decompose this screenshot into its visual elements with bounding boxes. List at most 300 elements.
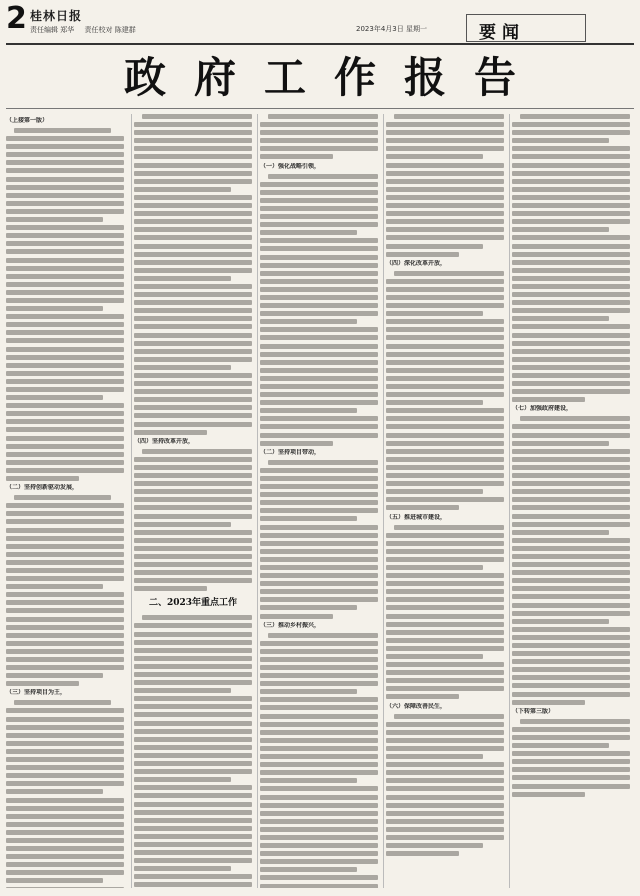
body-text-line (6, 576, 124, 581)
body-text-line (6, 649, 124, 654)
body-text-line (6, 773, 124, 778)
body-text-line (6, 225, 124, 230)
body-text-line (6, 887, 124, 888)
body-text-line (260, 557, 378, 562)
body-text-line (512, 562, 630, 567)
body-text-line (142, 615, 252, 620)
body-text-line (386, 686, 504, 691)
body-text-line (134, 465, 252, 470)
body-text-line (134, 481, 252, 486)
body-text-line (386, 605, 504, 610)
body-text-line (6, 617, 124, 622)
body-text-line (134, 405, 252, 410)
body-text-line (512, 292, 630, 297)
article-column-4 (386, 114, 504, 888)
body-text-line (512, 530, 609, 535)
body-text-line (386, 565, 483, 570)
body-text-line (512, 522, 630, 527)
body-text-line (134, 570, 252, 575)
body-text-line (512, 424, 630, 429)
body-text-line (512, 154, 630, 159)
body-text-line (512, 284, 630, 289)
body-text-line (386, 654, 483, 659)
body-text-line (6, 725, 124, 730)
body-text-line (512, 187, 630, 192)
body-text-line (386, 835, 504, 840)
body-text-line (134, 866, 231, 871)
body-text-line (512, 586, 630, 591)
section-name: 要闻 (479, 23, 525, 43)
body-text-line (134, 554, 252, 559)
body-text-line (386, 376, 504, 381)
body-text-line (386, 252, 459, 257)
body-text-line (260, 271, 378, 276)
body-text-line (512, 692, 630, 697)
body-text-line (512, 276, 630, 281)
page-number: 2 (6, 1, 27, 36)
body-text-line (512, 619, 609, 624)
body-text-line (386, 163, 504, 168)
body-text-line (6, 757, 124, 762)
body-text-line (6, 363, 124, 368)
body-text-line (512, 316, 609, 321)
body-text-line (134, 514, 252, 519)
body-text-line (260, 778, 357, 783)
body-text-line (134, 268, 252, 273)
body-text-line (134, 664, 252, 669)
body-text-line (134, 538, 252, 543)
body-text-line (386, 541, 504, 546)
column-divider (509, 114, 510, 888)
body-text-line (14, 700, 111, 705)
body-text-line (512, 349, 630, 354)
body-text-line (512, 700, 585, 705)
body-text-line (260, 476, 378, 481)
body-text-line (394, 714, 504, 719)
body-text-line (260, 589, 378, 594)
body-text-line (134, 850, 252, 855)
article-subhead: （二）坚持项目带动， (260, 448, 321, 456)
body-text-line (260, 827, 378, 832)
body-text-line (6, 387, 124, 392)
body-text-line (134, 292, 252, 297)
body-text-line (134, 308, 252, 313)
body-text-line (6, 217, 103, 222)
body-text-line (134, 187, 231, 192)
body-text-line (134, 793, 252, 798)
body-text-line (386, 400, 483, 405)
body-text-line (386, 646, 504, 651)
body-text-line (386, 722, 504, 727)
body-text-line (268, 633, 378, 638)
body-text-line (512, 659, 630, 664)
body-text-line (134, 505, 252, 510)
body-text-line (512, 381, 630, 386)
body-text-line (386, 678, 504, 683)
body-text-line (268, 114, 378, 119)
body-text-line (6, 862, 124, 867)
body-text-line (260, 705, 378, 710)
body-text-line (6, 673, 103, 678)
body-text-line (386, 786, 504, 791)
body-text-line (134, 712, 252, 717)
body-text-line (6, 306, 103, 311)
body-text-line (134, 333, 252, 338)
body-text-line (260, 400, 378, 405)
body-text-line (134, 769, 252, 774)
body-text-line (512, 465, 630, 470)
body-text-line (512, 227, 609, 232)
body-text-line (134, 389, 252, 394)
body-text-line (386, 473, 504, 478)
body-text-line (134, 745, 252, 750)
body-text-line (386, 597, 504, 602)
body-text-line (386, 754, 483, 759)
body-text-line (6, 444, 124, 449)
body-text-line (386, 344, 504, 349)
body-text-line (260, 376, 378, 381)
body-text-line (512, 252, 630, 257)
body-text-line (512, 627, 630, 632)
body-text-line (260, 122, 378, 127)
body-text-line (134, 834, 252, 839)
body-text-line (6, 560, 124, 565)
body-text-line (260, 754, 378, 759)
body-text-line (512, 643, 630, 648)
body-text-line (6, 136, 124, 141)
body-text-line (512, 603, 630, 608)
body-text-line (134, 842, 252, 847)
body-text-line (386, 497, 504, 502)
body-text-line (260, 246, 378, 251)
body-text-line (512, 203, 630, 208)
body-text-line (512, 473, 630, 478)
body-text-line (512, 171, 630, 176)
body-text-line (134, 586, 207, 591)
body-text-line (134, 826, 252, 831)
body-text-line (512, 122, 630, 127)
body-text-line (142, 114, 252, 119)
body-text-line (260, 884, 378, 888)
body-text-line (6, 822, 124, 827)
body-text-line (386, 195, 504, 200)
body-text-line (134, 721, 252, 726)
body-text-line (260, 525, 378, 530)
body-text-line (512, 578, 630, 583)
body-text-line (134, 324, 252, 329)
column-divider (257, 114, 258, 888)
article-column-1 (6, 114, 124, 888)
body-text-line (6, 592, 124, 597)
body-text-line (386, 327, 504, 332)
body-text-line (6, 347, 124, 352)
body-text-line (6, 608, 124, 613)
body-text-line (260, 819, 378, 824)
body-text-line (512, 441, 609, 446)
body-text-line (260, 516, 357, 521)
body-text-line (512, 784, 630, 789)
body-text-line (260, 352, 378, 357)
body-text-line (386, 303, 504, 308)
body-text-line (386, 360, 504, 365)
body-text-line (134, 530, 252, 535)
body-text-line (134, 546, 252, 551)
body-text-line (260, 424, 378, 429)
body-text-line (512, 489, 630, 494)
body-text-line (6, 625, 124, 630)
body-text-line (6, 600, 124, 605)
body-text-line (260, 730, 378, 735)
body-text-line (386, 392, 504, 397)
body-text-line (512, 538, 630, 543)
body-text-line (386, 630, 504, 635)
body-text-line (260, 295, 378, 300)
body-text-line (386, 416, 504, 421)
body-text-line (260, 665, 378, 670)
body-text-line (260, 714, 378, 719)
body-text-line (260, 130, 378, 135)
article-subhead: （六）保障改善民生， (386, 702, 447, 710)
body-text-line (512, 235, 630, 240)
body-text-line (386, 694, 459, 699)
article-column-5 (512, 114, 630, 888)
body-text-line (134, 365, 231, 370)
body-text-line (260, 263, 378, 268)
body-text-line (134, 341, 252, 346)
body-text-line (386, 211, 504, 216)
body-text-line (6, 681, 79, 686)
body-text-line (260, 198, 378, 203)
body-text-line (134, 623, 252, 628)
paper-name: 桂林日报 (30, 9, 83, 23)
article-subhead: （七）加强政府建设， (512, 405, 573, 413)
body-text-line (260, 368, 378, 373)
body-text-line (512, 481, 630, 486)
body-text-line (386, 803, 504, 808)
body-text-line (6, 806, 124, 811)
body-text-line (6, 854, 124, 859)
body-text-line (386, 368, 504, 373)
body-text-line (512, 268, 630, 273)
body-text-line (260, 468, 378, 473)
body-text-line (260, 287, 378, 292)
body-text-line (6, 657, 124, 662)
body-text-line (512, 735, 630, 740)
body-text-line (260, 746, 378, 751)
body-text-line (386, 424, 504, 429)
body-text-line (512, 389, 630, 394)
body-text-line (520, 719, 630, 724)
body-text-line (386, 146, 504, 151)
masthead (0, 0, 640, 44)
body-text-line (134, 227, 252, 232)
body-text-line (512, 635, 630, 640)
section-label-box (466, 14, 586, 42)
body-text-line (260, 360, 378, 365)
body-text-line (386, 614, 504, 619)
body-text-line (260, 433, 378, 438)
body-text-line (260, 641, 378, 646)
body-text-line (6, 519, 124, 524)
body-text-line (6, 749, 124, 754)
body-text-line (260, 441, 333, 446)
body-text-line (134, 874, 252, 879)
body-text-line (260, 500, 378, 505)
body-text-line (386, 179, 504, 184)
body-text-line (6, 641, 124, 646)
body-text-line (394, 271, 504, 276)
body-text-line (134, 648, 252, 653)
body-text-line (134, 802, 252, 807)
article-subhead: （下转第三版） (512, 707, 555, 715)
body-text-line (386, 811, 504, 816)
body-text-line (260, 867, 357, 872)
article-subhead: （三）推动乡村振兴， (260, 621, 321, 629)
editor-credits (30, 25, 144, 35)
body-text-line (134, 696, 252, 701)
body-text-line (260, 875, 378, 880)
body-text-line (6, 193, 124, 198)
body-text-line (386, 622, 504, 627)
article-subhead: （四）坚持改革开放， (134, 437, 195, 445)
body-text-line (6, 152, 124, 157)
body-text-line (6, 338, 124, 343)
body-text-line (512, 163, 630, 168)
body-text-line (386, 819, 504, 824)
body-text-line (512, 554, 630, 559)
body-text-line (386, 441, 504, 446)
body-text-line (386, 279, 504, 284)
body-text-line (6, 177, 124, 182)
body-text-line (134, 680, 252, 685)
body-text-line (6, 266, 124, 271)
column-divider (383, 114, 384, 888)
body-text-line (134, 413, 252, 418)
body-text-line (512, 333, 630, 338)
body-text-line (386, 130, 504, 135)
issue-date: 2023年4月3日 星期一 (356, 25, 427, 33)
body-text-line (386, 795, 504, 800)
body-text-line (6, 552, 124, 557)
body-text-line (260, 549, 378, 554)
body-text-line (6, 249, 124, 254)
body-text-line (386, 746, 504, 751)
body-text-line (134, 497, 252, 502)
body-text-line (134, 777, 231, 782)
body-text-line (260, 581, 378, 586)
body-text-line (512, 130, 630, 135)
body-text-line (512, 743, 609, 748)
body-text-line (386, 549, 504, 554)
body-text-line (260, 384, 378, 389)
body-text-line (134, 656, 252, 661)
body-text-line (134, 211, 252, 216)
body-text-line (260, 182, 378, 187)
body-text-line (134, 260, 252, 265)
body-text-line (134, 785, 252, 790)
body-text-line (386, 581, 504, 586)
body-text-line (6, 665, 124, 670)
body-text-line (512, 767, 630, 772)
body-text-line (134, 704, 252, 709)
body-text-line (394, 114, 504, 119)
body-text-line (386, 287, 504, 292)
body-text-line (260, 843, 378, 848)
body-text-line (386, 481, 504, 486)
editor-credit: 责任编辑 郑华 (30, 26, 75, 34)
body-text-line (386, 311, 483, 316)
body-text-line (520, 416, 630, 421)
body-text-line (260, 565, 378, 570)
body-text-line (260, 311, 378, 316)
body-text-line (134, 381, 252, 386)
body-text-line (134, 422, 252, 427)
body-text-line (6, 544, 124, 549)
body-text-line (386, 384, 504, 389)
body-text-line (512, 667, 630, 672)
body-text-line (386, 738, 504, 743)
body-text-line (134, 171, 252, 176)
body-text-line (260, 597, 378, 602)
body-text-line (6, 878, 103, 883)
body-text-line (512, 611, 630, 616)
body-text-line (260, 138, 378, 143)
body-text-line (134, 578, 252, 583)
body-text-line (386, 171, 504, 176)
headline-rule (6, 108, 634, 109)
body-text-line (6, 584, 103, 589)
body-text-line (512, 433, 630, 438)
body-text-line (260, 681, 378, 686)
body-text-line (134, 522, 231, 527)
body-text-line (6, 160, 124, 165)
body-text-line (6, 258, 124, 263)
body-text-line (134, 397, 252, 402)
body-text-line (134, 640, 252, 645)
body-text-line (386, 662, 504, 667)
body-text-line (6, 201, 124, 206)
body-text-line (6, 233, 124, 238)
body-text-line (512, 594, 630, 599)
body-text-line (386, 557, 504, 562)
body-text-line (134, 235, 252, 240)
body-text-line (6, 436, 124, 441)
body-text-line (260, 154, 333, 159)
body-text-line (260, 689, 357, 694)
body-text-line (260, 722, 378, 727)
body-text-line (260, 605, 357, 610)
body-text-line (386, 449, 504, 454)
body-text-line (134, 203, 252, 208)
body-text-line (260, 484, 378, 489)
article-subhead: （一）强化战略引领， (260, 162, 321, 170)
article-subhead: （上接第一版） (6, 117, 49, 124)
body-text-line (386, 457, 504, 462)
body-text-line (386, 589, 504, 594)
body-text-line (260, 541, 378, 546)
body-text-line (268, 460, 378, 465)
body-text-line (260, 255, 378, 260)
body-text-line (394, 525, 504, 530)
body-text-line (512, 244, 630, 249)
body-text-line (134, 316, 252, 321)
body-text-line (512, 341, 630, 346)
body-text-line (512, 546, 630, 551)
body-text-line (134, 430, 207, 435)
body-text-line (386, 235, 504, 240)
body-text-line (260, 279, 378, 284)
body-text-line (6, 403, 124, 408)
